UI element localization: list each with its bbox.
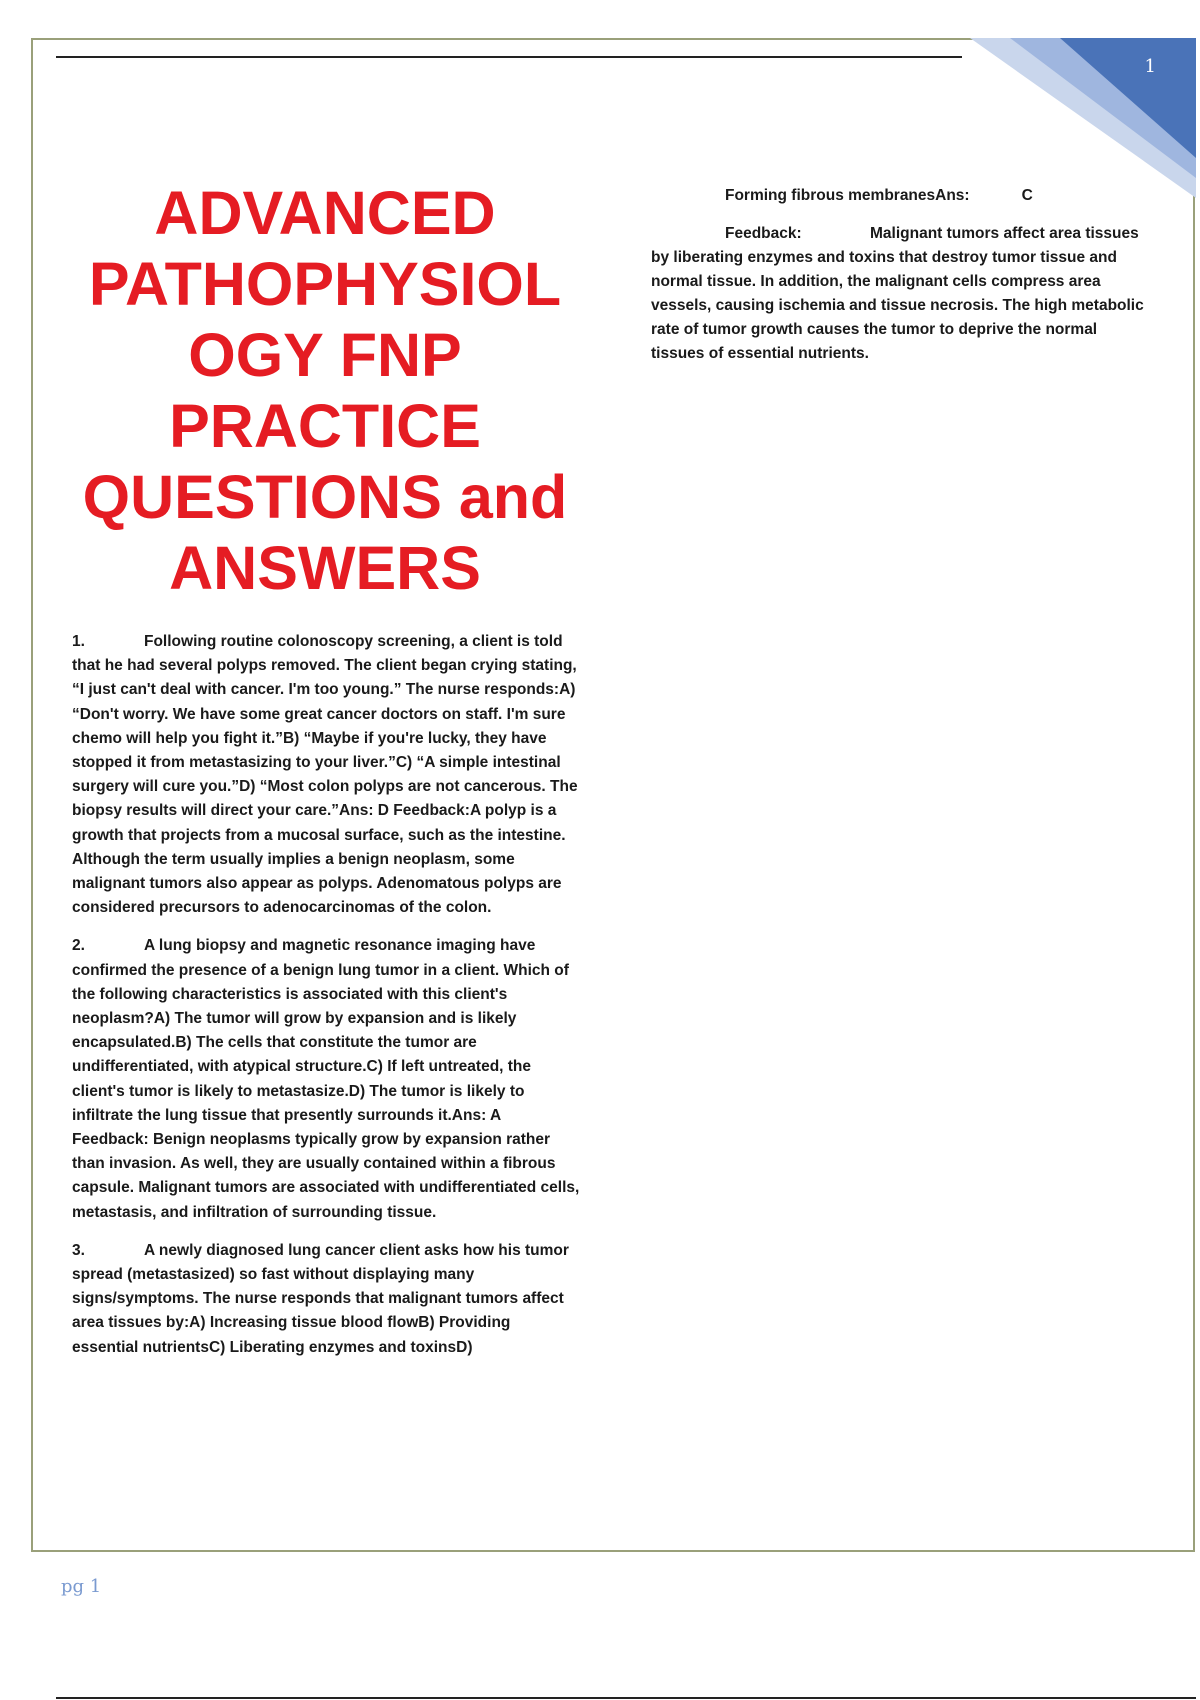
question-text: A lung biopsy and magnetic resonance imaging have confirmed the presence of a benign lung tumor in a client. Which of the following characteristics is associated with this client's neoplasm?A) The tumor will grow by expansion and is likely encapsulated.B) The cells that constitute the tumor are undifferentiated, with atypical structure.C) If left untreated, the client's tumor is likely to metastasize.D) The tumor is likely to infiltrate the lung tissue that presently surrounds it.Ans: A Feedback: Benign neoplasms typically grow by expansion rather than invasion. As well, they are usually contained within a fibrous capsule. Malignant tumors are associated with undifferentiated cells, metastasis, and infiltration of surrounding tissue. [72,937,580,1221]
title-line: OGY FNP [188,321,462,389]
title-line: PATHOPHYSIOL [88,250,562,318]
footer-rule [56,1697,1196,1699]
question-text: Following routine colonoscopy screening, a client is told that he had several polyps removed. The client began crying stating, “I just can't deal with cancer. I'm too young.” The nurse responds:A) “Don't worry. We have some great cancer doctors on staff. I'm sure chemo will help you fight it.”B) “Maybe if you're lucky, they have stopped it from metastasizing to your liver.”C) “A simple intestinal surgery will cure you.”D) “Most colon polyps are not cancerous. The biopsy results will direct your care.”Ans: D Feedback:A polyp is a growth that projects from a mucosal surface, such as the intestine. Although the term usually implies a benign neoplasm, some malignant tumors also appear as polyps. Adenomatous polyps are considered precursors to adenocarcinomas of the colon. [72,633,578,917]
question-2 [72,934,580,1224]
answer-line [651,184,1149,208]
question-1 [72,630,580,920]
question-number: 1. [72,633,85,650]
document-title [60,178,590,604]
title-line: QUESTIONS and [82,463,568,531]
header-rule [56,56,962,58]
title-line: ANSWERS [169,534,481,602]
question-number: 2. [72,937,85,955]
feedback-label: Feedback: [725,225,802,242]
question-text: A newly diagnosed lung cancer client asks how his tumor spread (metastasized) so fast without displaying many signs/symptoms. The nurse responds that malignant tumors affect area tissues by:A) Increasing tissue blood flowB) Providing essential nutrientsC) Liberating enzymes and toxinsD) [72,1241,569,1356]
question-number: 3. [72,1241,85,1259]
feedback-paragraph [651,222,1149,366]
answer-value: C [1021,187,1033,204]
page-footer: pg 1 [61,1576,102,1597]
corner-triangle-decoration [970,38,1196,198]
page-number: 1 [1144,56,1156,77]
question-3 [72,1239,580,1360]
title-line: PRACTICE [169,392,481,460]
continuation-column [651,184,1149,366]
questions-column [72,630,580,1374]
feedback-text: Malignant tumors affect area tissues by liberating enzymes and toxins that destroy tumor tissue and normal tissue. In addition, the malignant cells compress area vessels, causing ischemia and tissue necrosis. The high metabolic rate of tumor growth causes the tumor to deprive the normal tissues of essential nutrients. [651,225,1144,362]
title-line: ADVANCED [154,179,496,247]
option-text: Forming fibrous membranesAns: [725,187,970,204]
